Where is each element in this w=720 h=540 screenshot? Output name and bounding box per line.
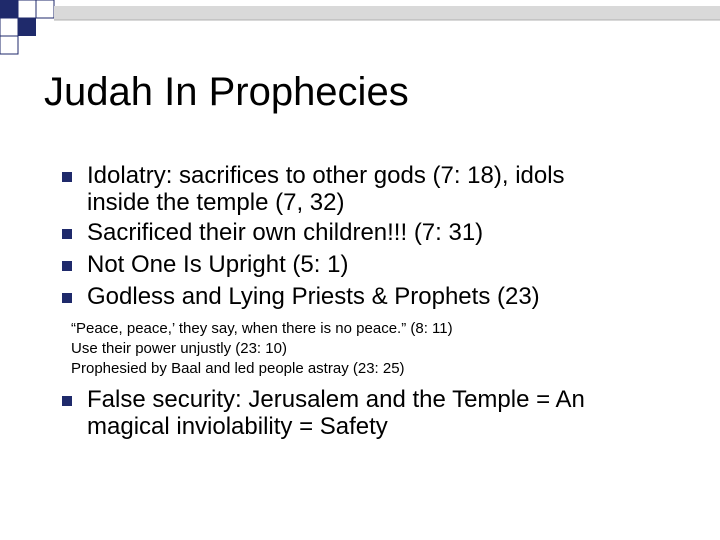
bullet-text: Sacrificed their own children!!! (7: 31)	[87, 219, 484, 246]
sub-point: Use their power unjustly (23: 10)	[71, 340, 287, 357]
square-bullet-icon	[62, 261, 72, 271]
bullet-text: False security: Jerusalem and the Temple = An	[87, 386, 585, 413]
square-bullet-icon	[62, 229, 72, 239]
bullet-text: Godless and Lying Priests & Prophets (23)	[87, 283, 540, 310]
decorative-header-squares	[0, 0, 720, 60]
sub-point: “Peace, peace,’ they say, when there is no peace.” (8: 11)	[71, 320, 453, 337]
slide-title: Judah In Prophecies	[44, 70, 409, 114]
square-bullet-icon	[62, 293, 72, 303]
bullet-text-continued: magical inviolability = Safety	[87, 413, 388, 440]
bullet-text: Not One Is Upright (5: 1)	[87, 251, 349, 278]
square-bullet-icon	[62, 172, 72, 182]
square-bullet-icon	[62, 396, 72, 406]
bullet-text-continued: inside the temple (7, 32)	[87, 189, 345, 216]
sub-point: Prophesied by Baal and led people astray (23: 25)	[71, 360, 405, 377]
bullet-text: Idolatry: sacrifices to other gods (7: 18), idols	[87, 162, 565, 189]
